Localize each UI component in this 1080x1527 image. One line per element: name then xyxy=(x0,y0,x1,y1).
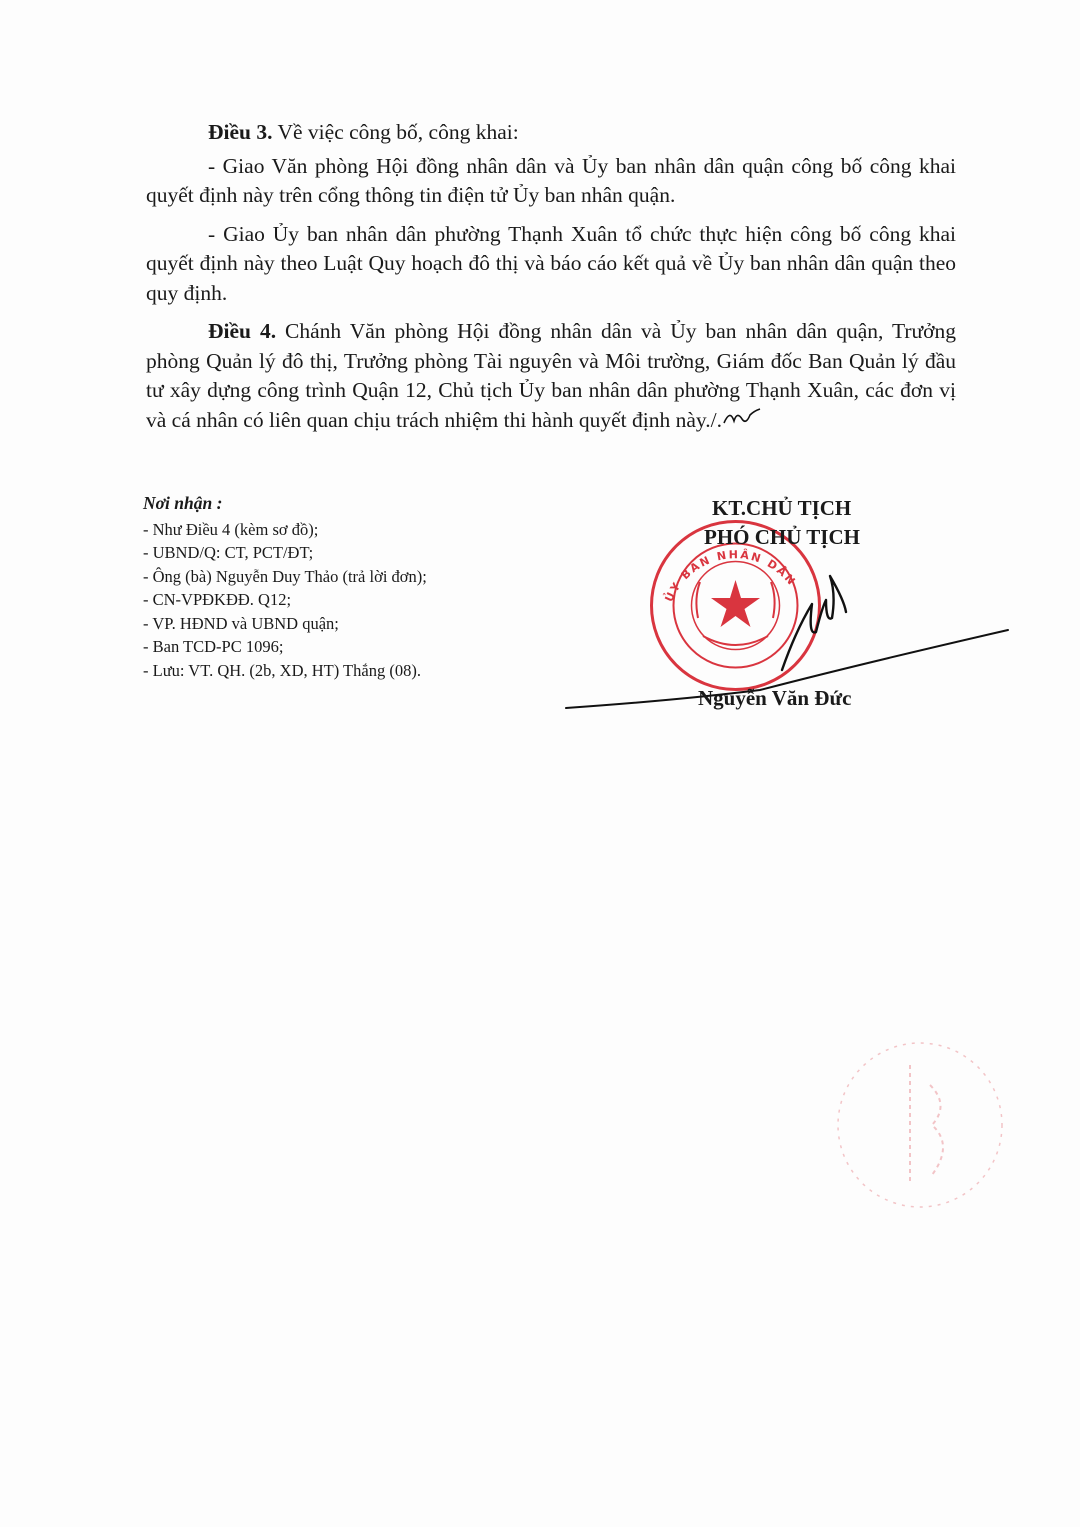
decision-body xyxy=(146,118,956,444)
article-3-title: Về việc công bố, công khai: xyxy=(272,120,519,144)
recipients-list xyxy=(143,518,563,683)
article-4-paragraph xyxy=(146,317,956,435)
article-4-text: Chánh Văn phòng Hội đồng nhân dân và Ủy ban nhân dân quận, Trưởng phòng Quản lý đô thị, Trưởng phòng Tài nguyên và Môi trường, Giám đốc Ban Quản lý đầu tư xây dựng công trình Quận 12, Chủ tịch Ủy ban nhân dân phường Thạnh Xuân, các đơn vị và cá nhân có liên quan chịu trách nhiệm thi hành quyết định này./. xyxy=(146,319,957,432)
faint-stamp-mark-icon xyxy=(820,1025,1020,1225)
article-4-label: Điều 4. xyxy=(208,319,277,343)
recipient-item: - VP. HĐND và UBND quận; xyxy=(143,613,339,633)
seal-text: ỦY BAN NHÂN DÂN xyxy=(662,548,799,604)
recipient-item: - Như Điều 4 (kèm sơ đồ); xyxy=(143,519,319,539)
signature-title-line-1: KT.CHỦ TỊCH xyxy=(712,496,852,520)
recipient-item: - Lưu: VT. QH. (2b, XD, HT) Thắng (08). xyxy=(143,660,421,680)
recipients-heading: Nơi nhận : xyxy=(143,493,223,513)
article-3-heading xyxy=(146,118,956,148)
article-3-item-1: - Giao Văn phòng Hội đồng nhân dân và Ủy ban nhân dân quận công bố công khai quyết định này trên cổng thông tin điện tử Ủy ban nhân quận. xyxy=(146,153,956,207)
initials-mark-icon xyxy=(722,407,762,427)
signature-title-line-2: PHÓ CHỦ TỊCH xyxy=(704,525,860,549)
recipient-item: - Ban TCD-PC 1096; xyxy=(143,637,284,656)
recipient-item: - Ông (bà) Nguyễn Duy Thảo (trả lời đơn); xyxy=(143,566,427,586)
article-3-item-2: - Giao Ủy ban nhân dân phường Thạnh Xuân tổ chức thực hiện công bố công khai quyết định này theo Luật Quy hoạch đô thị và báo cáo kết quả về Ủy ban nhân dân quận theo quy định. xyxy=(146,221,956,305)
recipient-item: - UBND/Q: CT, PCT/ĐT; xyxy=(143,543,314,562)
recipients-block xyxy=(143,492,563,682)
recipient-item: - CN-VPĐKĐĐ. Q12; xyxy=(143,590,292,609)
signer-name: Nguyễn Văn Đức xyxy=(698,686,852,710)
article-3-label: Điều 3. xyxy=(208,120,273,144)
